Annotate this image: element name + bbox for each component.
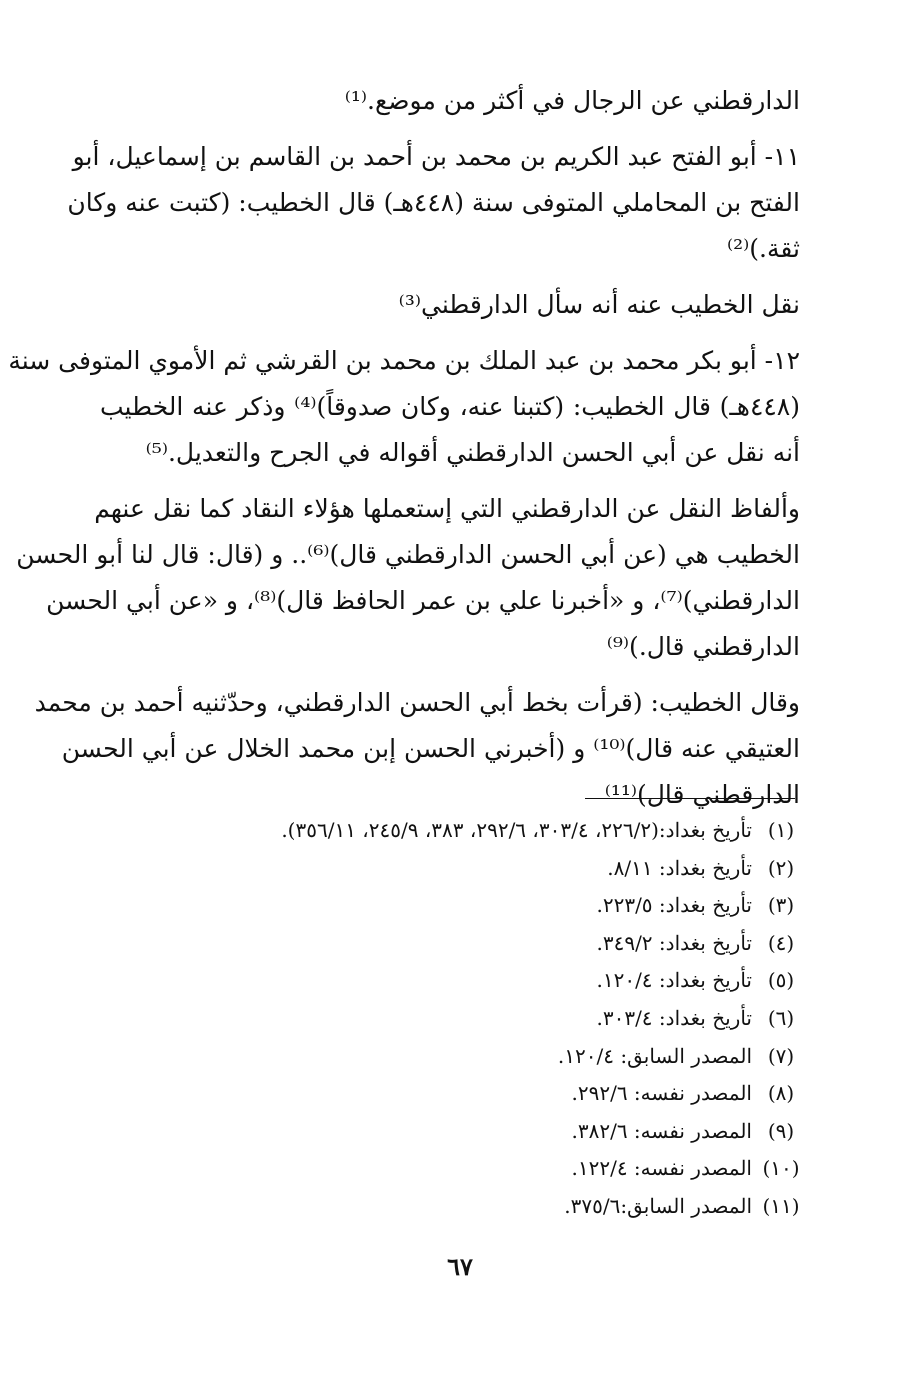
footnote [102,1188,802,1226]
text-line: الدارقطني عن الرجال في أكثر من موضع.⁽¹⁾ [344,86,800,115]
page-number: ٦٧ [447,1252,473,1281]
footnote [102,1150,802,1188]
main-text [8,78,800,828]
footnote [102,1113,802,1151]
footnote-number: (١١) [762,1193,800,1218]
text-line: العتيقي عنه قال)⁽¹⁰⁾ و (أخبرني الحسن إبن محمد الخلال عن أبي الحسن [61,734,800,763]
footnotes [102,812,802,1226]
paragraph [67,134,800,272]
text-line: وألفاظ النقل عن الدارقطني التي إستعملها هؤلاء النقاد كما نقل عنهم [94,494,800,523]
text-line: (٤٤٨هـ) قال الخطيب: (كتبنا عنه، وكان صدوقاً)⁽⁴⁾ وذكر عنه الخطيب [100,392,800,421]
paragraph [16,486,800,670]
text-line: الفتح بن المحاملي المتوفى سنة (٤٤٨هـ) قال الخطيب: (كتبت عنه وكان [67,188,800,217]
footnote [102,925,802,963]
text-line: أنه نقل عن أبي الحسن الدارقطني أقواله في الجرح والتعديل.⁽⁵⁾ [145,438,800,467]
footnote-divider [585,798,795,799]
footnote-text: المصدر نفسه: ٢٩٢/٦. [571,1081,752,1106]
footnote-number: (٤) [767,930,795,955]
footnote [102,887,802,925]
footnote-text: المصدر السابق:٣٧٥/٦. [564,1193,752,1218]
text-line: ١٢- أبو بكر محمد بن عبد الملك بن محمد بن القرشي ثم الأموي المتوفى سنة [8,346,800,375]
paragraph [100,78,800,124]
text-line: الدارقطني قال)⁽¹¹⁾ [604,780,800,809]
footnote-text: تأريخ بغداد: ٣٠٣/٤. [596,1005,752,1030]
footnote-text: المصدر السابق: ١٢٠/٤. [557,1043,752,1068]
text-line: ١١- أبو الفتح عبد الكريم بن محمد بن أحمد بن القاسم بن إسماعيل، أبو [72,142,800,171]
footnote [102,1038,802,1076]
footnote-number: (١) [767,818,795,842]
footnote-number: (٦) [767,1005,795,1030]
footnote [102,1075,802,1113]
footnote-number: (٧) [767,1043,795,1068]
footnote-text: تأريخ بغداد: ٢٢٣/٥. [596,893,752,918]
text-line: الدارقطني)⁽⁷⁾، و «أخبرنا علي بن عمر الحافظ قال)⁽⁸⁾، و «عن أبي الحسن [46,586,800,615]
footnote [102,962,802,1000]
text-line: الدارقطني قال.)⁽⁹⁾ [606,632,800,661]
text-line: نقل الخطيب عنه أنه سأل الدارقطني⁽³⁾ [398,290,800,319]
footnote-number: (٥) [767,968,795,993]
footnote-number: (١٠) [762,1156,800,1181]
footnote [102,812,802,850]
text-line: ثقة.)⁽²⁾ [726,234,800,263]
footnote-number: (٣) [767,893,795,918]
footnote-text: تأريخ بغداد: ١٢٠/٤. [596,968,752,993]
paragraph [100,282,800,328]
footnote-number: (٨) [767,1081,795,1106]
footnote-text: المصدر نفسه: ٣٨٢/٦. [571,1118,752,1143]
paragraph [8,338,800,476]
footnote-text: تأريخ بغداد: ٨/١١. [607,855,752,880]
text-line: وقال الخطيب: (قرأت بخط أبي الحسن الدارقطني، وحدّثنيه أحمد بن محمد [34,688,800,717]
footnote [102,1000,802,1038]
text-line: الخطيب هي (عن أبي الحسن الدارقطني قال)⁽⁶⁾.. و (قال: قال لنا أبو الحسن [16,540,800,569]
footnote-number: (٢) [767,855,795,880]
footnote [102,850,802,888]
footnote-text: تأريخ بغداد: ٣٤٩/٢. [596,930,752,955]
footnote-text: تأريخ بغداد:(٢٢٦/٢، ٣٠٣/٤، ٢٩٢/٦، ٣٨٣، ٢٤٥/٩، ٣٥٦/١١). [281,818,752,842]
footnote-number: (٩) [767,1118,795,1143]
footnote-text: المصدر نفسه: ١٢٢/٤. [571,1156,752,1181]
